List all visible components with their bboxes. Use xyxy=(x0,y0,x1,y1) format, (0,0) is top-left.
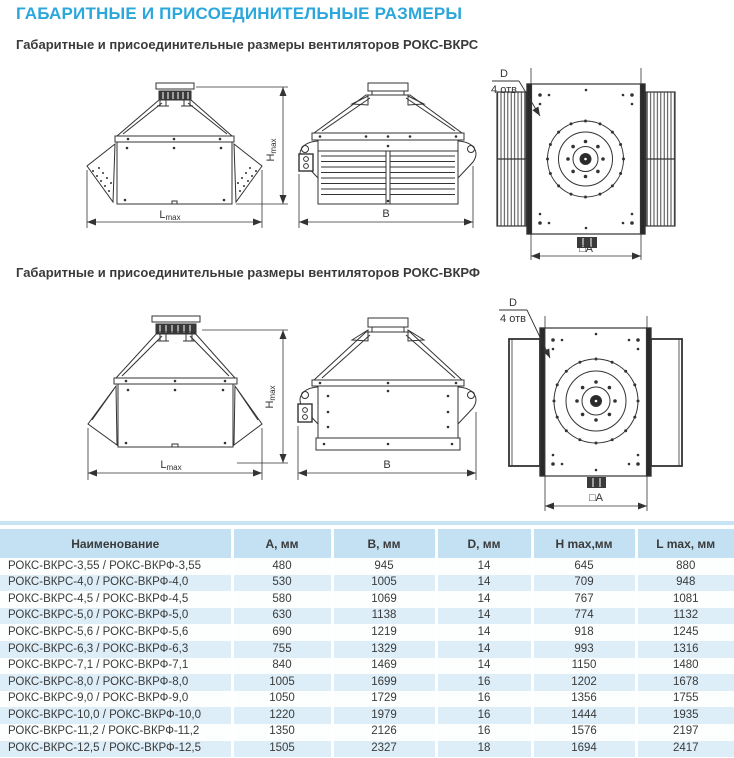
dimension-value-cell: 1699 xyxy=(332,674,436,691)
dimension-value-cell: 16 xyxy=(436,691,532,708)
lmax-dimension xyxy=(88,428,262,480)
dimension-value-cell: 1350 xyxy=(232,724,332,741)
model-name-cell: РОКС-ВКРС-11,2 / РОКС-ВКРФ-11,2 xyxy=(8,725,200,738)
dimension-value-cell: 1069 xyxy=(332,591,436,608)
dimension-value-cell: 14 xyxy=(436,608,532,625)
dimension-value-cell: 1469 xyxy=(332,658,436,675)
vkrs-top-view-drawing xyxy=(485,58,734,268)
b-label: B xyxy=(383,459,391,471)
dimension-value-cell: 1755 xyxy=(636,691,734,708)
d-label: D xyxy=(500,68,508,80)
dimension-value-cell: 580 xyxy=(232,591,332,608)
dimension-value-cell: 840 xyxy=(232,658,332,675)
column-header-b: В, мм xyxy=(332,529,436,558)
table-row xyxy=(0,724,734,741)
holes-label: 4 отв xyxy=(500,313,526,325)
dimension-value-cell: 2126 xyxy=(332,724,436,741)
table-row xyxy=(0,624,734,641)
model-name-cell: РОКС-ВКРС-7,1 / РОКС-ВКРФ-7,1 xyxy=(8,659,189,672)
dimension-value-cell: 1316 xyxy=(636,641,734,658)
vkrs-side-view-drawing xyxy=(290,58,490,263)
vkrf-front-view-drawing xyxy=(8,296,298,515)
motor-box xyxy=(587,477,606,488)
column-header-d: D, мм xyxy=(436,529,532,558)
dimension-value-cell: 948 xyxy=(636,575,734,592)
model-name-cell: РОКС-ВКРС-5,0 / РОКС-ВКРФ-5,0 xyxy=(8,609,189,622)
table-row xyxy=(0,558,734,575)
dimension-value-cell: 2417 xyxy=(636,741,734,758)
d-label: D xyxy=(509,297,517,309)
holes-label: 4 отв xyxy=(491,84,517,96)
dimension-value-cell: 14 xyxy=(436,558,532,575)
table-row xyxy=(0,591,734,608)
dimension-value-cell: 755 xyxy=(232,641,332,658)
square-a-label: □A xyxy=(589,492,603,504)
dimension-value-cell: 1219 xyxy=(332,624,436,641)
dimension-value-cell: 767 xyxy=(532,591,636,608)
vkrs-side-outline xyxy=(299,83,476,204)
dimension-value-cell: 1220 xyxy=(232,707,332,724)
dimension-value-cell: 14 xyxy=(436,658,532,675)
dimension-value-cell: 1081 xyxy=(636,591,734,608)
dimension-value-cell: 18 xyxy=(436,741,532,758)
bolt-dots xyxy=(125,380,227,445)
dimension-value-cell: 1505 xyxy=(232,741,332,758)
vkrs-fan-outline xyxy=(87,83,262,204)
dimension-value-cell: 918 xyxy=(532,624,636,641)
dimension-value-cell: 2197 xyxy=(636,724,734,741)
model-name-cell: РОКС-ВКРС-4,5 / РОКС-ВКРФ-4,5 xyxy=(8,592,189,605)
dimension-value-cell: 630 xyxy=(232,608,332,625)
dimension-value-cell: 690 xyxy=(232,624,332,641)
dimension-value-cell: 709 xyxy=(532,575,636,592)
column-header-hmax: H max,мм xyxy=(532,529,636,558)
dimension-value-cell: 880 xyxy=(636,558,734,575)
dimension-value-cell: 1480 xyxy=(636,658,734,675)
table-row xyxy=(0,608,734,625)
square-a-label: □A xyxy=(579,243,593,255)
table-top-strip xyxy=(0,521,734,525)
vkrf-side-outline xyxy=(298,318,476,450)
model-name-cell: РОКС-ВКРС-4,0 / РОКС-ВКРФ-4,0 xyxy=(8,576,189,589)
dimension-value-cell: 1935 xyxy=(636,707,734,724)
dimension-value-cell: 480 xyxy=(232,558,332,575)
dimension-value-cell: 1329 xyxy=(332,641,436,658)
model-name-cell: РОКС-ВКРС-12,5 / РОКС-ВКРФ-12,5 xyxy=(8,742,202,755)
column-header-lmax: L max, мм xyxy=(636,529,734,558)
vkrf-side-view-drawing xyxy=(290,296,490,515)
b-label: B xyxy=(382,208,390,220)
dimensions-table xyxy=(0,529,734,757)
dimension-value-cell: 993 xyxy=(532,641,636,658)
table-body xyxy=(0,558,734,757)
model-name-cell: РОКС-ВКРС-5,6 / РОКС-ВКРФ-5,6 xyxy=(8,625,189,638)
model-name-cell: РОКС-ВКРС-6,3 / РОКС-ВКРФ-6,3 xyxy=(8,642,189,655)
table-row xyxy=(0,575,734,592)
dimension-value-cell: 1005 xyxy=(332,575,436,592)
dimension-value-cell: 1138 xyxy=(332,608,436,625)
hmax-label: Hmax xyxy=(265,138,278,162)
lmax-label: Lmax xyxy=(159,209,181,222)
dimension-value-cell: 1576 xyxy=(532,724,636,741)
dimension-value-cell: 1356 xyxy=(532,691,636,708)
column-header-a: А, мм xyxy=(232,529,332,558)
dimensions-table-section xyxy=(0,521,734,757)
vkrs-front-view-drawing xyxy=(8,58,298,263)
dimension-value-cell: 1729 xyxy=(332,691,436,708)
model-name-cell: РОКС-ВКРС-8,0 / РОКС-ВКРФ-8,0 xyxy=(8,675,189,688)
dimension-value-cell: 16 xyxy=(436,724,532,741)
dimension-value-cell: 1444 xyxy=(532,707,636,724)
bolt-dots xyxy=(319,382,458,446)
table-row xyxy=(0,741,734,758)
model-name-cell: РОКС-ВКРС-3,55 / РОКС-ВКРФ-3,55 xyxy=(8,559,202,572)
hmax-label: Hmax xyxy=(264,385,277,409)
dimension-value-cell: 1245 xyxy=(636,624,734,641)
dimension-value-cell: 2327 xyxy=(332,741,436,758)
model-name-cell: РОКС-ВКРС-9,0 / РОКС-ВКРФ-9,0 xyxy=(8,692,189,705)
dimension-value-cell: 1132 xyxy=(636,608,734,625)
table-row xyxy=(0,658,734,675)
section-title-vkrf: Габаритные и присоединительные размеры вентиляторов РОКС-ВКРФ xyxy=(16,265,481,280)
dimension-value-cell: 1979 xyxy=(332,707,436,724)
dimension-value-cell: 14 xyxy=(436,641,532,658)
table-row xyxy=(0,707,734,724)
dimension-value-cell: 1694 xyxy=(532,741,636,758)
dimension-value-cell: 14 xyxy=(436,624,532,641)
dimension-value-cell: 1005 xyxy=(232,674,332,691)
table-row xyxy=(0,674,734,691)
dimension-value-cell: 1150 xyxy=(532,658,636,675)
table-row xyxy=(0,641,734,658)
dimension-value-cell: 945 xyxy=(332,558,436,575)
dimension-value-cell: 1678 xyxy=(636,674,734,691)
dimension-value-cell: 1202 xyxy=(532,674,636,691)
section-title-vkrs: Габаритные и присоединительные размеры вентиляторов РОКС-ВКРС xyxy=(16,37,479,52)
dimension-value-cell: 530 xyxy=(232,575,332,592)
dimension-value-cell: 14 xyxy=(436,575,532,592)
dimension-value-cell: 14 xyxy=(436,591,532,608)
dimension-value-cell: 645 xyxy=(532,558,636,575)
dimension-value-cell: 1050 xyxy=(232,691,332,708)
vkrf-top-view-drawing xyxy=(485,290,734,515)
column-header-name: Наименование xyxy=(0,529,232,558)
table-header-row xyxy=(0,529,734,558)
dimension-value-cell: 16 xyxy=(436,707,532,724)
lmax-label: Lmax xyxy=(160,459,182,472)
dimension-value-cell: 16 xyxy=(436,674,532,691)
page-title: ГАБАРИТНЫЕ И ПРИСОЕДИНИТЕЛЬНЫЕ РАЗМЕРЫ xyxy=(16,4,463,23)
model-name-cell: РОКС-ВКРС-10,0 / РОКС-ВКРФ-10,0 xyxy=(8,708,202,721)
table-row xyxy=(0,691,734,708)
dimension-value-cell: 774 xyxy=(532,608,636,625)
